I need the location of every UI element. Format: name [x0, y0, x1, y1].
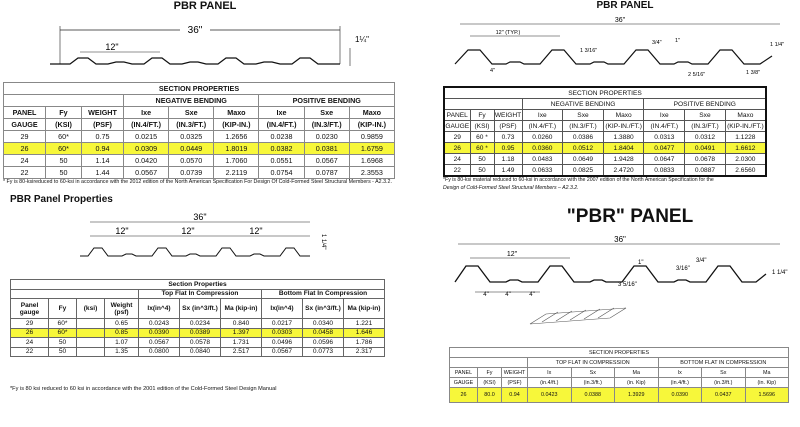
table-row-highlighted: 26 60 * 0.95 0.0360 0.0512 1.8404 0.0477 0.0491 1.6612 — [444, 143, 766, 154]
q3-profile-drawing — [60, 210, 360, 270]
q4-dim-d3: 3 5/16" — [618, 282, 637, 288]
q4-table-caption: SECTION PROPERTIES — [450, 348, 789, 358]
q4-dim-f2: 4" — [505, 292, 511, 298]
q2-dim-d1: 1 3/16" — [580, 48, 598, 54]
q3-title: PBR Panel Properties — [10, 194, 113, 205]
q2-table-caption: SECTION PROPERTIES — [444, 87, 766, 99]
q3-table-caption: Section Properties — [11, 280, 385, 290]
table-row: 29 60* 0.65 0.0243 0.0234 0.840 0.0217 0.0340 1.221 — [11, 319, 385, 329]
q2-dim-d7: 4" — [490, 68, 496, 74]
q4-profile-drawing — [450, 234, 795, 338]
table-row: 22 50 1.35 0.0800 0.0840 2.517 0.0567 0.0773 2.317 — [11, 347, 385, 357]
table-row-highlighted: 26 60* 0.85 0.0390 0.0389 1.397 0.0303 0.0458 1.646 — [11, 328, 385, 338]
q2-title: PBR PANEL — [596, 0, 654, 11]
table-row: 24 50 1.14 0.0420 0.0570 1.7060 0.0551 0.0567 1.6968 — [4, 155, 395, 167]
q2-footnote-line1: *Fy is 80-ksi material reduced to 60-ksi in accordance with the 2007 edition of the North American Specification for the — [443, 177, 714, 183]
q2-dim-width: 36" — [614, 17, 626, 24]
q2-section-table — [443, 86, 767, 177]
q2-dim-rib: 12" (TYP.) — [495, 30, 521, 36]
table-row: 29 60 * 0.73 0.0260 0.0386 1.3880 0.0313 0.0312 1.1228 — [444, 132, 766, 143]
table-row: 24 50 1.07 0.0567 0.0578 1.731 0.0496 0.0596 1.786 — [11, 338, 385, 348]
q2-header-row-2: GAUGE (KSI) (PSF) (IN.4/FT.) (IN.3/FT.) (KIP-IN./FT.) (IN.4/FT.) (IN.3/FT.) (KIP-IN./FT.) — [444, 121, 766, 132]
table-row-highlighted: 26 80.0 0.94 0.0423 0.0388 1.3929 0.0390 0.0437 1.5696 — [450, 388, 789, 403]
table-row-highlighted: 26 60* 0.94 0.0309 0.0449 1.8019 0.0382 0.0381 1.6759 — [4, 143, 395, 155]
q4-panel-perspective — [530, 308, 626, 324]
q1-header-row-1: PANEL Fy WEIGHT Ixe Sxe Maxo Ixe Sxe Maxo — [4, 107, 395, 119]
table-row: 24 50 1.18 0.0483 0.0649 1.9428 0.0647 0.0678 2.0300 — [444, 154, 766, 165]
q1-dim-width: 36" — [187, 25, 203, 36]
table-row: 29 60* 0.75 0.0215 0.0325 1.2656 0.0238 0.0230 0.9859 — [4, 131, 395, 143]
q3-dim-r2: 12" — [181, 226, 195, 236]
q2-footnote-line2: Design of Cold-Formed Steel Structural Members – A2.3.2. — [443, 185, 579, 191]
q1-title: PBR PANEL — [173, 0, 237, 12]
q4-dim-d2: 3/4" — [696, 258, 707, 264]
q4-dim-width: 36" — [614, 235, 626, 244]
q1-profile-drawing — [20, 12, 380, 80]
q3-dim-width: 36" — [193, 212, 207, 222]
q4-dim-rib: 12" — [506, 251, 518, 258]
q2-neg-heading: NEGATIVE BENDING — [522, 99, 644, 110]
q1-table-caption: SECTION PROPERTIES — [4, 83, 395, 95]
q4-top-heading: TOP FLAT IN COMPRESSION — [528, 358, 659, 368]
q1-dim-rib: 12" — [105, 42, 119, 52]
q2-profile-drawing — [450, 14, 790, 80]
q1-section-table — [3, 82, 395, 179]
q3-footnote: *Fy is 80 ksi reduced to 60 ksi in accordance with the 2001 edition of the Cold-Formed Steel Design Manual — [10, 386, 277, 392]
q4-section-table — [449, 347, 789, 403]
q4-header-row-1: PANEL Fy WEIGHT Ix Sx Ma Ix Sx Ma — [450, 368, 789, 378]
q4-title: "PBR" PANEL — [566, 206, 694, 227]
q1-neg-heading: NEGATIVE BENDING — [124, 95, 259, 107]
q4-dim-d5: 3/16" — [676, 266, 690, 272]
q2-dim-d3: 1" — [675, 38, 681, 44]
q4-dim-d1: 1" — [638, 260, 644, 266]
q3-section-table — [10, 279, 385, 357]
table-row: 22 50 1.44 0.0567 0.0739 2.2119 0.0754 0.0787 2.3553 — [4, 167, 395, 179]
table-row: 22 50 1.49 0.0633 0.0825 2.4720 0.0833 0.0887 2.6560 — [444, 165, 766, 177]
q2-dim-d2: 3/4" — [652, 40, 662, 46]
q4-header-row-2: GAUGE (KSI) (PSF) (in.4/ft.) (in.3/ft.) (in. Kip) (in.4/ft.) (in.3/ft.) (in. Kip) — [450, 378, 789, 388]
q3-dim-r1: 12" — [115, 226, 129, 236]
q2-dim-d4: 1 1/4" — [770, 42, 785, 48]
q1-footnote: * Fy is 80-ksireduced to 60-ksi in accordance with the 2012 edition of the North American Specification For Design Of Cold-Formed Steel Structural Members - A2.3.2. — [3, 179, 392, 185]
q2-header-row-1: PANEL Fy WEIGHT Ixe Sxe Maxo Ixe Sxe Maxo — [444, 110, 766, 121]
q3-top-heading: Top Flat In Compression — [139, 289, 262, 299]
q3-dim-r3: 12" — [249, 226, 263, 236]
q1-dim-height: 1¼" — [355, 35, 369, 44]
q3-header-row: Panel gauge Fy (ksi) Weight (psf) Ix(in^4) Sx (in^3/ft.) Ma (kip-in) Ix(in^4) Sx (in^3/ft.) Ma (kip-in) — [11, 299, 385, 319]
q2-pos-heading: POSITIVE BENDING — [644, 99, 766, 110]
q3-bottom-heading: Bottom Flat In Compression — [262, 289, 385, 299]
q1-header-row-2: GAUGE (KSI) (PSF) (IN.4/FT.) (IN.3/FT.) (KIP-IN.) (IN.4/FT.) (IN.3/FT.) (KIP-IN.) — [4, 119, 395, 131]
q1-pos-heading: POSITIVE BENDING — [259, 95, 395, 107]
q4-dim-f3: 4" — [529, 292, 535, 298]
q4-dim-d4: 1 1/4" — [772, 270, 788, 276]
q2-dim-d6: 2 5/16" — [688, 72, 706, 78]
q4-bottom-heading: BOTTOM FLAT IN COMPRESSION — [658, 358, 789, 368]
q2-dim-d5: 1 3/8" — [746, 70, 761, 76]
q3-dim-height: 1 1/4" — [320, 234, 326, 250]
q4-dim-f1: 4" — [483, 292, 489, 298]
